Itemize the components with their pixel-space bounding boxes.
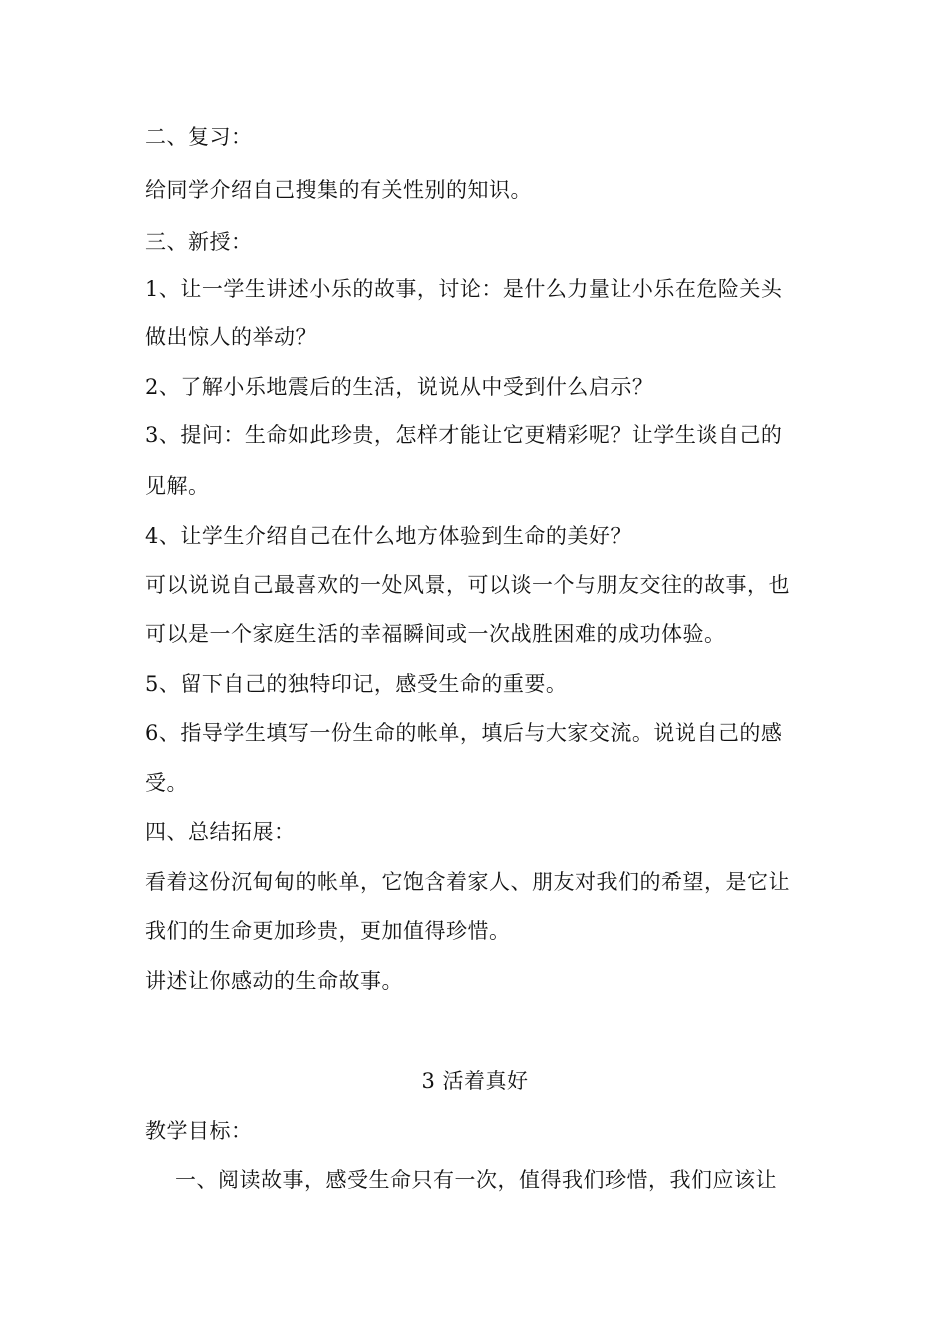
paragraph-line: 见解。 [145,474,210,498]
paragraph-line: 4、让学生介绍自己在什么地方体验到生命的美好？ [145,524,632,548]
paragraph-line: 受。 [145,771,188,795]
objective-line: 一、阅读故事，感受生命只有一次，值得我们珍惜，我们应该让 [175,1168,777,1192]
paragraph-line: 5、留下自己的独特印记，感受生命的重要。 [145,672,568,696]
paragraph-line: 我们的生命更加珍贵，更加值得珍惜。 [145,919,511,943]
paragraph-line: 做出惊人的举动？ [145,325,317,349]
paragraph-line: 给同学介绍自己搜集的有关性别的知识。 [145,178,532,202]
paragraph-line: 2、了解小乐地震后的生活，说说从中受到什么启示？ [145,375,654,399]
heading-summary: 四、总结拓展： [145,820,296,844]
section-title: 3 活着真好 [421,1069,529,1093]
paragraph-line: 可以是一个家庭生活的幸福瞬间或一次战胜困难的成功体验。 [145,622,726,646]
heading-new-lesson: 三、新授： [145,230,253,254]
paragraph-line: 讲述让你感动的生命故事。 [145,969,403,993]
paragraph-line: 可以说说自己最喜欢的一处风景，可以谈一个与朋友交往的故事，也 [145,573,790,597]
paragraph-line: 1、让一学生讲述小乐的故事，讨论：是什么力量让小乐在危险关头 [145,277,783,301]
paragraph-line: 看着这份沉甸甸的帐单，它饱含着家人、朋友对我们的希望，是它让 [145,870,790,894]
paragraph-line: 6、指导学生填写一份生命的帐单，填后与大家交流。说说自己的感 [145,721,783,745]
objectives-heading: 教学目标： [145,1119,253,1143]
heading-review: 二、复习： [145,125,253,149]
paragraph-line: 3、提问：生命如此珍贵，怎样才能让它更精彩呢？让学生谈自己的 [145,423,783,447]
